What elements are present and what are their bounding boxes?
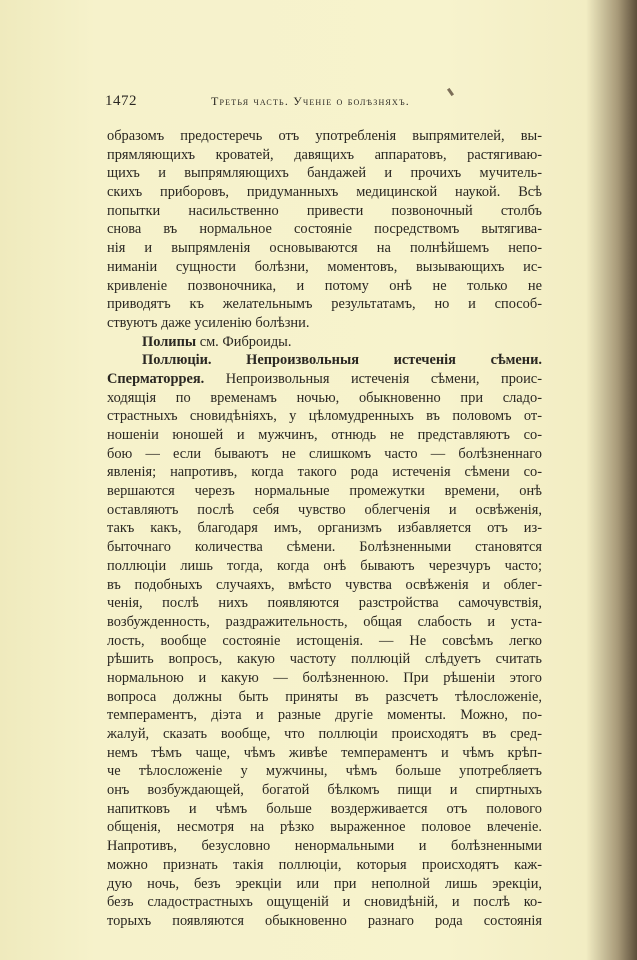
text-line (107, 239, 542, 258)
line-text: бою — если бываютъ не слишкомъ часто — болѣзненнаго (107, 445, 542, 462)
text-line (107, 613, 542, 632)
text-line (107, 594, 542, 613)
text-line (107, 875, 542, 894)
line-text: можно признать такія поллюціи, которыя происходятъ каж- (107, 856, 542, 873)
line-text: ношеніи юношей и мужчинъ, отнюдь не представляютъ со- (107, 427, 542, 443)
line-text: ченія, послѣ нихъ появляются разстройства самочувствія, (107, 595, 542, 612)
text-line (107, 669, 542, 688)
text-line (107, 220, 542, 239)
text-line (107, 744, 542, 763)
line-text: поллюціи лишь тогда, когда онѣ бываютъ черезчуръ часто; (107, 557, 542, 574)
line-text: рѣшить вопросъ, какую частоту поллюцій слѣдуетъ считать (107, 651, 542, 668)
line-text: страстныхъ сновидѣніяхъ, у цѣломудренныхъ въ половомъ от- (107, 408, 542, 425)
line-text: че тѣлосложеніе у мужчины, чѣмъ больше употребляетъ (107, 763, 542, 780)
text-line (107, 688, 542, 707)
text-line (107, 781, 542, 800)
text-line (107, 314, 542, 333)
text-line (107, 650, 542, 669)
bold-heading: Поллюціи. Непроизвольныя истеченія сѣмени. (142, 352, 542, 369)
text-line (107, 538, 542, 557)
text-line (107, 501, 542, 520)
text-line (107, 389, 542, 408)
line-text: быточнаго количества сѣмени. Болѣзненными становятся (107, 539, 542, 556)
text-line (107, 407, 542, 426)
line-text: темпераментъ, діэта и разные другіе моменты. Можно, по- (107, 707, 542, 724)
bold-heading: Полипы (142, 333, 197, 350)
text-line (107, 519, 542, 538)
line-text: дую ночь, безъ эрекціи или при неполной лишь эрекціи, (107, 875, 542, 892)
line-text: см. Фиброиды. (196, 333, 292, 350)
line-text: безъ сладострастныхъ ощущеній и сновидѣній, и послѣ ко- (107, 894, 542, 911)
line-text: образомъ предостеречь отъ употребленія выпрямителей, вы- (107, 128, 542, 144)
line-text: щихъ и выпрямляющихъ бандажей и прочихъ мучитель- (107, 165, 542, 182)
text-line (107, 277, 542, 296)
text-line (107, 762, 542, 781)
line-text: Непроизвольныя истеченія сѣмени, проис- (204, 370, 542, 387)
text-line (107, 426, 542, 445)
page-header (105, 93, 545, 113)
line-text: прямляющихъ кроватей, давящихъ аппаратовъ, растягиваю- (107, 146, 542, 163)
text-line (107, 370, 542, 389)
line-text: снова въ нормальное состояніе посредствомъ вытягива- (107, 221, 542, 238)
text-line (107, 576, 542, 595)
text-line (107, 127, 542, 146)
line-text: попытки насильственно привести позвоночный столбъ (107, 202, 542, 219)
line-text: торыхъ появляются обыкновенно разнаго рода состоянія (107, 912, 542, 929)
line-text: нормальною и какую — болѣзненною. При рѣшеніи этого (107, 669, 542, 686)
line-text: жалуй, сказать вообще, что поллюціи происходятъ въ сред- (107, 726, 542, 742)
body-text (107, 127, 542, 931)
line-text: вершаются черезъ нормальные промежутки времени, онѣ (107, 483, 542, 500)
text-line (107, 725, 542, 744)
text-line (107, 258, 542, 277)
line-text: немъ тѣмъ чаще, чѣмъ живѣе темпераментъ и чѣмъ крѣп- (107, 744, 542, 761)
line-text: общенія, несмотря на рѣзко выраженное половое влеченіе. (107, 819, 542, 836)
line-text: явленія; напротивъ, когда такого рода истеченія сѣмени со- (107, 464, 542, 481)
text-line (107, 463, 542, 482)
text-line (107, 333, 542, 352)
line-text: напитковъ и чѣмъ больше воздерживается отъ полового (107, 800, 542, 817)
line-text: приводятъ къ желательнымъ результатамъ, но и способ- (107, 296, 542, 313)
line-text: такъ какъ, благодаря имъ, организмъ избавляется отъ из- (107, 520, 542, 537)
running-title: Третья часть. Ученіе о болѣзняхъ. (211, 94, 410, 108)
line-text: вопроса должны быть приняты въ разсчетъ тѣлосложеніе, (107, 688, 542, 705)
text-line (107, 295, 542, 314)
line-text: оставляютъ послѣ себя чувство облегченія и освѣженія, (107, 501, 542, 518)
text-line (107, 818, 542, 837)
text-line (107, 351, 542, 370)
line-text: Напротивъ, безусловно ненормальными и болѣзненными (107, 838, 542, 855)
line-text: нія и выпрямленія основываются на полнѣйшемъ непо- (107, 240, 542, 257)
text-line (107, 445, 542, 464)
page-number: 1472 (105, 93, 137, 109)
text-line (107, 202, 542, 221)
line-text: ниманіи сущности болѣзни, моментовъ, вызывающихъ ис- (107, 258, 542, 275)
line-text: лость, вообще состояніе истощенія. — Не совсѣмъ легко (107, 632, 542, 649)
line-text: скихъ приборовъ, придуманныхъ медицинской наукой. Всѣ (107, 184, 542, 201)
line-text: кривленіе позвоночника, и потому онѣ не только не (107, 277, 542, 294)
line-text: ходящія по временамъ ночью, обыкновенно при сладо- (107, 389, 542, 406)
text-line (107, 856, 542, 875)
text-line (107, 632, 542, 651)
text-line (107, 164, 542, 183)
text-line (107, 146, 542, 165)
line-text: ствуютъ даже усиленію болѣзни. (107, 314, 310, 331)
line-text: возбужденность, раздражительность, общая слабость и уста- (107, 613, 542, 630)
text-line (107, 706, 542, 725)
text-line (107, 912, 542, 931)
bold-heading: Сперматоррея. (107, 370, 205, 387)
text-line (107, 482, 542, 501)
text-line (107, 893, 542, 912)
text-line (107, 557, 542, 576)
text-line (107, 837, 542, 856)
text-line (107, 800, 542, 819)
line-text: въ подобныхъ случаяхъ, вмѣсто чувства освѣженія и облег- (107, 576, 542, 593)
line-text: онъ возбуждающей, богатой бѣлкомъ пищи и спиртныхъ (107, 782, 542, 799)
text-line (107, 183, 542, 202)
